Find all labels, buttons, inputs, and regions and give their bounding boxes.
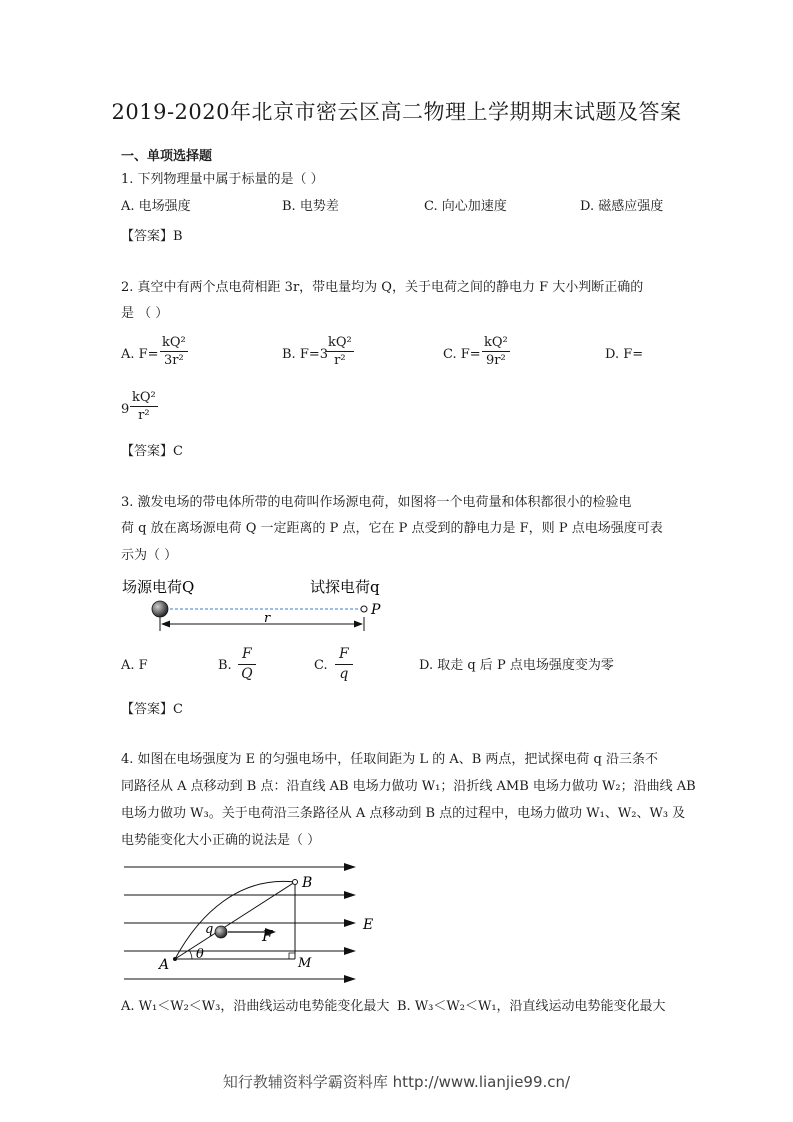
q3-source-charge-ball (152, 601, 168, 617)
q2-d-numerator: kQ² (132, 390, 156, 405)
q2-d-denominator: r² (138, 408, 150, 423)
q2-option-a-fraction (160, 335, 188, 368)
q2-a-denominator: 3r² (164, 353, 184, 368)
q4-option-a: A. W₁＜W₂＜W₃，沿曲线运动电势能变化最大 (121, 999, 390, 1014)
q1-option-b: B. 电势差 (282, 199, 339, 214)
q4-label-m: M (298, 956, 312, 971)
q3-label-p: P (371, 602, 381, 618)
q4-right-angle-mark (289, 953, 295, 959)
q2-option-d-label: D. F= (605, 347, 644, 362)
q4-label-theta: θ (196, 947, 204, 962)
q3-stem-line1: 3. 激发电场的带电体所带的电荷叫作场源电荷，如图将一个电荷量和体积都很小的检验电 (121, 495, 632, 510)
q3-left-arrowhead (161, 621, 170, 628)
q3-right-arrowhead (354, 621, 363, 628)
q4-point-a (173, 957, 177, 961)
q2-b-numerator: kQ² (328, 335, 352, 350)
q3-option-d: D. 取走 q 后 P 点电场强度变为零 (419, 658, 614, 673)
q3-stem-line2: 荷 q 放在离场源电荷 Q 一定距离的 P 点，它在 P 点受到的静电力是 F，则 P 点电场强度可表 (121, 521, 663, 536)
q2-option-b-label: B. F=3 (282, 347, 329, 362)
q3-c-numerator: F (335, 646, 353, 665)
q1-stem: 1. 下列物理量中属于标量的是（ ） (121, 172, 324, 187)
q4-label-e: E (363, 917, 374, 933)
q4-label-a: A (159, 957, 170, 973)
q4-test-charge-ball (215, 926, 227, 938)
q3-figure (118, 572, 398, 634)
q3-option-b-label: B. (218, 658, 232, 673)
q4-stem-line3: 电场力做功 W₃。关于电荷沿三条路径从 A 点移动到 B 点的过程中，电场力做功 W₁、W₂、W₃ 及 (121, 806, 686, 821)
q4-stem-line2: 同路径从 A 点移动到 B 点：沿直线 AB 电场力做功 W₁；沿折线 AMB 电场力做功 W₂；沿曲线 AB (121, 779, 696, 794)
q3-b-denominator: Q (241, 666, 253, 682)
q2-option-a-label: A. F= (121, 347, 159, 362)
q3-option-c-label: C. (314, 658, 328, 673)
q3-stem-line3: 示为（ ） (121, 548, 178, 563)
section-heading: 一、单项选择题 (121, 149, 213, 164)
q2-c-denominator: 9r² (486, 353, 506, 368)
q2-option-c-label: C. F= (443, 347, 481, 362)
q3-label-source-charge: 场源电荷Q (122, 578, 195, 596)
q3-c-denominator: q (339, 666, 349, 682)
q2-c-numerator: kQ² (484, 335, 508, 350)
footer-watermark: 知行教辅资料学霸资料库 http://www.lianjie99.cn/ (222, 1073, 571, 1091)
q4-option-b: B. W₃＜W₂＜W₁，沿直线运动电势能变化最大 (397, 999, 666, 1014)
q4-figure (120, 858, 380, 990)
q1-option-d: D. 磁感应强度 (580, 199, 664, 214)
q2-stem-line1: 2. 真空中有两个点电荷相距 3r，带电量均为 Q，关于电荷之间的静电力 F 大小判断正确的 (121, 280, 644, 295)
q2-option-b-fraction (326, 335, 354, 368)
q4-label-q: q (205, 922, 214, 937)
page-title: 2019-2020年北京市密云区高二物理上学期期末试题及答案 (111, 100, 682, 124)
q3-test-charge-point (361, 606, 367, 612)
q4-stem-line1: 4. 如图在电场强度为 E 的匀强电场中，任取间距为 L 的 A、B 两点，把试探电荷 q 沿三条不 (121, 752, 658, 767)
q4-stem-line4: 电势能变化大小正确的说法是（ ） (121, 833, 321, 848)
q3-answer: 【答案】C (121, 702, 183, 717)
q2-stem-line2: 是 （ ） (121, 306, 169, 321)
q3-option-c-fraction (335, 646, 353, 682)
q3-label-r: r (264, 611, 271, 626)
q4-point-b (293, 880, 298, 885)
q3-option-a: A. F (121, 658, 148, 673)
q3-b-numerator: F (238, 646, 256, 665)
q3-label-test-charge: 试探电荷q (310, 578, 380, 596)
q1-answer: 【答案】B (121, 229, 183, 244)
q3-option-b-fraction (238, 646, 256, 682)
q1-option-c: C. 向心加速度 (424, 199, 507, 214)
q2-option-c-fraction (482, 335, 510, 368)
q2-option-d-fraction (130, 390, 158, 423)
q1-option-a: A. 电场强度 (121, 199, 191, 214)
q2-b-denominator: r² (334, 353, 346, 368)
q2-option-d-coefficient: 9 (121, 402, 130, 417)
q4-label-f: F (262, 927, 273, 945)
q2-a-numerator: kQ² (162, 335, 186, 350)
q2-answer: 【答案】C (121, 444, 183, 459)
q4-label-b: B (302, 875, 313, 891)
